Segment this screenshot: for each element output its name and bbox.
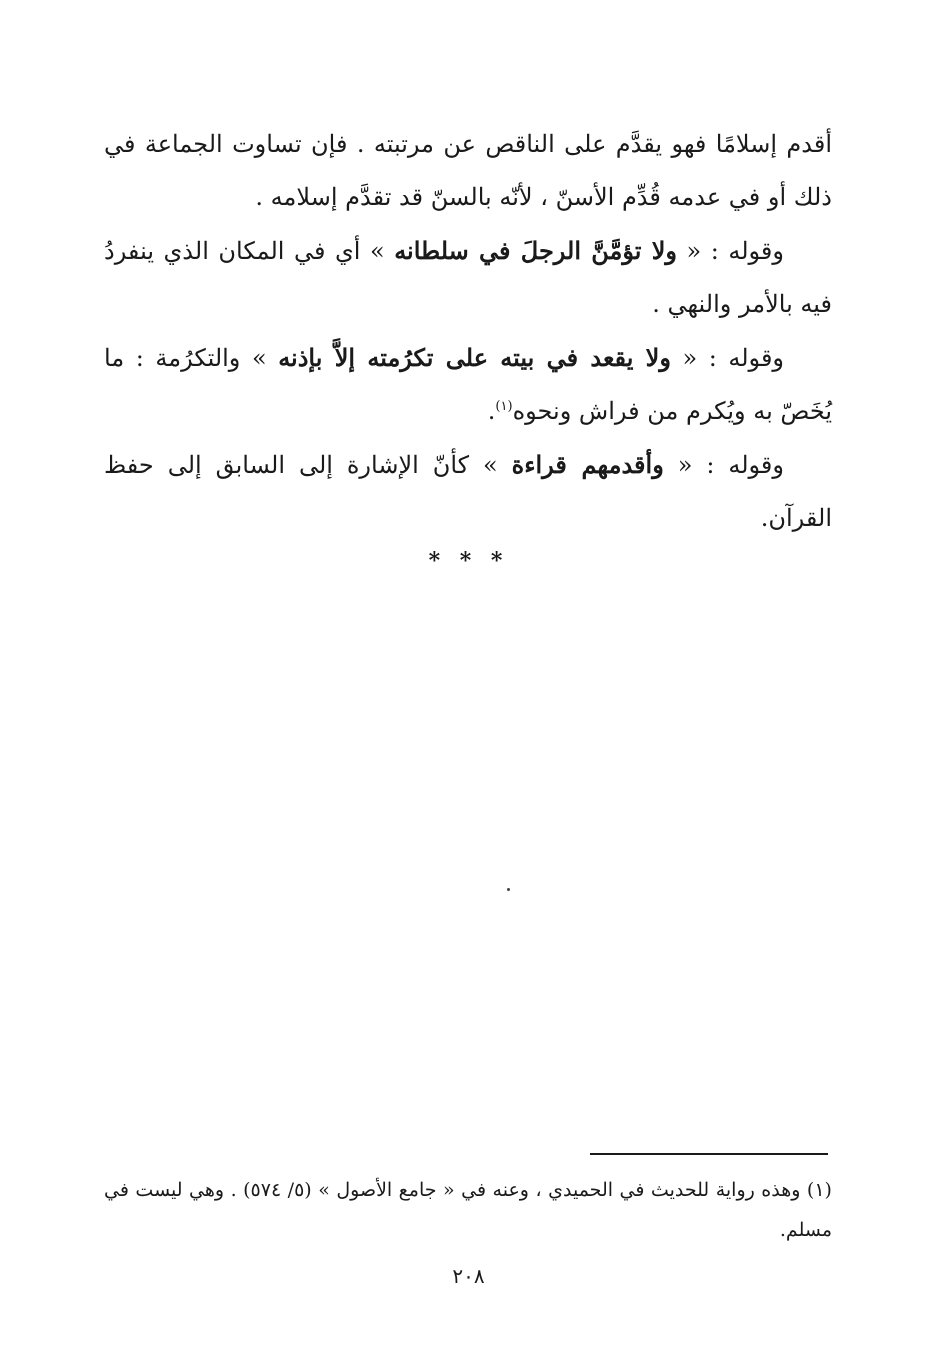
print-speck <box>507 888 510 891</box>
paragraph-4-suffix: » كأنّ الإشارة إلى السابق إلى حفظ القرآن. <box>104 451 832 532</box>
hadith-quote-3: وأقدمهم قراءة <box>511 450 664 479</box>
footnote-divider <box>590 1153 828 1155</box>
paragraph-1 <box>104 118 832 224</box>
paragraph-2-suffix: » أي في المكان الذي ينفردُ فيه بالأمر والنهي . <box>104 237 832 318</box>
footnote <box>104 1170 832 1250</box>
paragraph-4 <box>104 438 832 545</box>
paragraph-3-end: . <box>487 397 496 425</box>
hadith-quote-1: ولا تؤمَّنَّ الرجلَ في سلطانه <box>394 236 677 265</box>
paragraph-2-prefix: وقوله : « <box>677 237 784 265</box>
paragraph-2 <box>104 224 832 331</box>
footnote-reference: (١) <box>495 399 513 414</box>
footnote-text: (١) وهذه رواية للحديث في الحميدي ، وعنه في « جامع الأصول » (٥/ ٥٧٤) . وهي ليست في مسلم. <box>104 1179 832 1241</box>
paragraph-3-suffix: » والتكرُمة : ما يُخَصّ به ويُكرم من فراش ونحوه <box>104 344 832 425</box>
paragraph-4-prefix: وقوله : « <box>663 451 784 479</box>
paragraph-1-text: أقدم إسلامًا فهو يقدَّم على الناقص عن مرتبته . فإن تساوت الجماعة في ذلك أو في عدمه قُدِّم الأسنّ ، لأنّه بالسنّ قد تقدَّم إسلامه . <box>104 130 832 211</box>
main-text <box>104 118 832 545</box>
page-number: ٢٠٨ <box>452 1264 485 1288</box>
paragraph-3 <box>104 331 832 438</box>
hadith-quote-2: ولا يقعد في بيته على تكرُمته إلاَّ بإذنه <box>278 343 671 372</box>
paragraph-3-prefix: وقوله : « <box>670 344 785 372</box>
section-separator: * * * <box>428 548 509 574</box>
